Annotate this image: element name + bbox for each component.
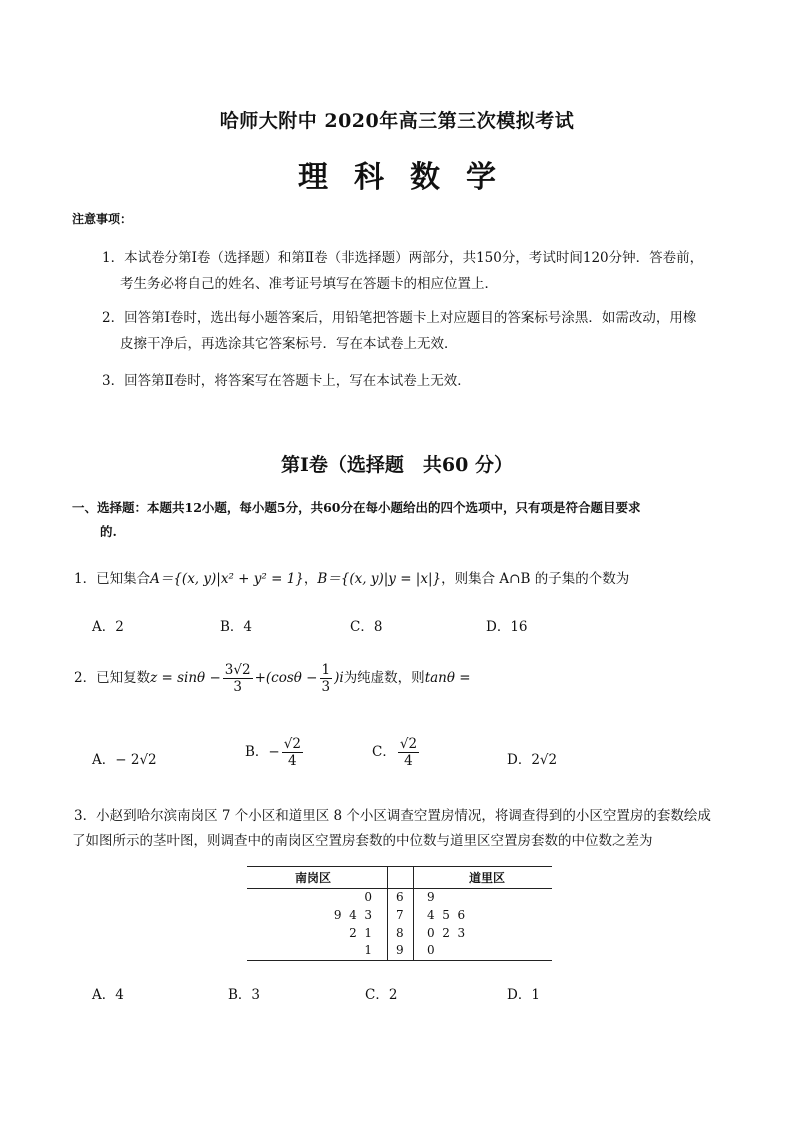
q2-lhs: z = sinθ − — [150, 670, 221, 686]
q2-optc-den: 4 — [404, 753, 413, 769]
q1-set-a: A＝{(x, y)|x² + y² = 1} — [150, 571, 304, 587]
q2-option-a: A．− 2√2 — [92, 752, 157, 768]
stem-leaf-left-divider — [387, 866, 388, 961]
notice-heading: 注意事项： — [72, 212, 133, 226]
q2-mid: +(cosθ − — [254, 670, 318, 686]
stem-leaf-right-leaves: 0 — [427, 943, 435, 957]
exam-subtitle: 理科数学 — [298, 160, 522, 195]
q1-option-c: C．8 — [350, 619, 383, 635]
notice-item-1-line-1: 1．本试卷分第Ⅰ卷（选择题）和第Ⅱ卷（非选择题）两部分，共150分，考试时间120分钟．答卷前， — [102, 250, 704, 266]
q2-option-b — [245, 736, 305, 769]
q2-frac2-den: 3 — [321, 679, 331, 695]
part-heading-line-1: 一、选择题：本题共12小题，每小题5分，共60分在每小题给出的四个选项中，只有项是符合题目要求 — [72, 500, 641, 515]
stem-leaf-left-header: 南岗区 — [295, 871, 332, 885]
q2-tail: tanθ = — [424, 670, 471, 686]
stem-leaf-stem: 7 — [396, 908, 404, 922]
q1-option-b: B．4 — [220, 619, 253, 635]
q1-sep: ， — [303, 571, 318, 587]
q2-option-c-label: C． — [372, 744, 396, 760]
q1-option-d: D．16 — [486, 619, 528, 635]
notice-item-3: 3．回答第Ⅱ卷时，将答案写在答题卡上，写在本试卷上无效． — [102, 373, 471, 389]
notice-item-1-line-2: 考生务必将自己的姓名、准考证号填写在答题卡的相应位置上． — [120, 276, 498, 292]
part-heading-line-2: 的. — [100, 524, 117, 539]
stem-leaf-left-leaves: 0 — [364, 890, 372, 904]
stem-leaf-right-header: 道里区 — [469, 871, 506, 885]
q2-prefix: 2．已知复数 — [74, 670, 151, 686]
question-2 — [74, 662, 471, 695]
q2-fraction-2 — [320, 662, 333, 695]
q1-option-a: A．2 — [92, 619, 124, 635]
notice-item-2-line-2: 皮擦干净后，再选涂其它答案标号．写在本试卷上无效． — [120, 336, 458, 352]
q2-option-b-fraction — [282, 736, 303, 769]
q3-option-d: D．1 — [507, 987, 540, 1003]
q3-option-b: B．3 — [228, 987, 261, 1003]
stem-leaf-right-leaves: 9 — [427, 890, 435, 904]
stem-leaf-header-rule — [247, 866, 552, 889]
q3-option-c: C．2 — [365, 987, 398, 1003]
q2-frac1-num: 3√2 — [224, 662, 251, 678]
stem-leaf-stem: 8 — [396, 926, 404, 940]
q1-prefix: 1．已知集合 — [74, 571, 151, 587]
stem-leaf-left-leaves: 2 1 — [349, 926, 372, 940]
q2-fraction-1 — [223, 662, 253, 695]
q2-frac1-den: 3 — [233, 679, 242, 695]
q3-option-a: A．4 — [92, 987, 124, 1003]
stem-leaf-left-leaves: 1 — [364, 943, 372, 957]
stem-leaf-stem: 6 — [396, 890, 404, 904]
q2-optb-num: √2 — [283, 736, 301, 752]
question-1 — [74, 567, 629, 587]
stem-leaf-bottom-rule — [247, 960, 552, 961]
q2-option-d: D．2√2 — [507, 752, 558, 768]
exam-title: 哈师大附中 2020年高三第三次模拟考试 — [219, 110, 575, 132]
q2-option-c — [372, 736, 421, 769]
question-3-line-1: 3．小赵到哈尔滨南岗区 7 个小区和道里区 8 个小区调查空置房情况，将调查得到的小区空置房的套数绘成 — [74, 808, 711, 824]
q2-optb-den: 4 — [288, 753, 297, 769]
q1-suffix: ，则集合 A∩B 的子集的个数为 — [441, 571, 630, 587]
stem-leaf-right-leaves: 0 2 3 — [427, 926, 466, 940]
section-title: 第Ⅰ卷（选择题 共60 分） — [281, 454, 513, 476]
q2-suffix: 为纯虚数，则 — [343, 670, 425, 686]
stem-leaf-stem: 9 — [396, 943, 404, 957]
question-3-line-2: 了如图所示的茎叶图，则调查中的南岗区空置房套数的中位数与道里区空置房套数的中位数之差为 — [72, 833, 653, 849]
stem-leaf-left-leaves: 9 4 3 — [333, 908, 372, 922]
q2-frac2-num: 1 — [321, 662, 331, 678]
q2-option-c-fraction — [398, 736, 419, 769]
stem-leaf-plot — [247, 866, 552, 962]
q2-after: )i — [334, 670, 344, 686]
q1-set-b: B＝{(x, y)|y = |x|} — [317, 571, 442, 587]
notice-item-2-line-1: 2．回答第Ⅰ卷时，选出每小题答案后，用铅笔把答题卡上对应题目的答案标号涂黑．如需改动，用橡 — [102, 310, 697, 326]
stem-leaf-right-leaves: 4 5 6 — [427, 908, 466, 922]
q2-option-b-label: B．− — [245, 744, 280, 760]
q2-optc-num: √2 — [399, 736, 418, 752]
stem-leaf-right-divider — [413, 866, 414, 961]
